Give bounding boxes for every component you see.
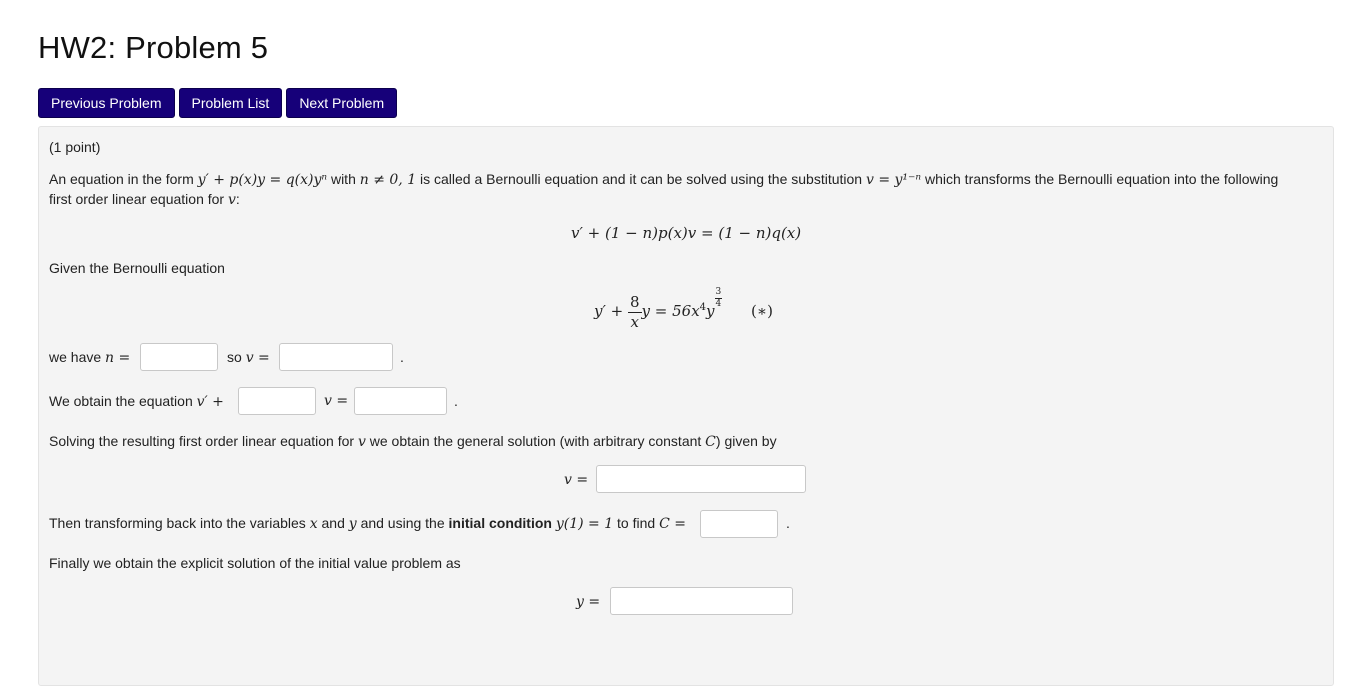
- intro-text-4: which transforms the Bernoulli equation into the following: [925, 171, 1279, 187]
- rhs-answer-input[interactable]: [354, 387, 447, 415]
- transform-label-3: to find: [617, 515, 656, 531]
- n-condition-math: n ≠ 0, 1: [359, 172, 417, 188]
- page-title: HW2: Problem 5: [38, 30, 269, 65]
- solving-label-1: Solving the resulting first order linear equation for: [49, 433, 355, 449]
- var-x-math: x: [309, 516, 318, 532]
- general-solution-input[interactable]: [596, 465, 806, 493]
- explicit-solution-input[interactable]: [610, 587, 793, 615]
- problem-panel: [38, 126, 1334, 686]
- transform-and: and: [321, 515, 345, 531]
- v-answer-input[interactable]: [279, 343, 393, 371]
- bern-y-exponent: [715, 288, 723, 309]
- obtain-equation-text: [49, 393, 224, 410]
- obtain-label: We obtain the equation: [49, 393, 193, 409]
- bern-y: y: [706, 302, 715, 320]
- linear-equation-math: v′ + (1 − n)p(x)v = (1 − n)q(x): [571, 224, 802, 242]
- previous-problem-button[interactable]: Previous Problem: [38, 88, 175, 118]
- we-have-label: we have: [49, 349, 102, 365]
- bern-x-exp: 4: [699, 302, 707, 313]
- constant-c-math: C: [705, 434, 716, 450]
- transform-label-1: Then transforming back into the variables: [49, 515, 306, 531]
- v-eq-math: v =: [245, 350, 270, 366]
- intro-text-2: with: [330, 171, 356, 187]
- bern-frac-den: x: [630, 312, 639, 331]
- var-y-math: y: [348, 516, 357, 532]
- so-label: so: [227, 349, 242, 365]
- so-v-text: [227, 349, 270, 366]
- problem-navigation: [38, 88, 397, 118]
- period-3: .: [786, 515, 790, 531]
- bernoulli-equation-math: [594, 288, 773, 330]
- period-1: .: [400, 349, 404, 365]
- finally-text: Finally we obtain the explicit solution of the initial value problem as: [49, 555, 461, 571]
- bern-mid: y = 56x: [641, 302, 700, 320]
- v-eq2-math: v =: [324, 393, 349, 409]
- n-answer-input[interactable]: [140, 343, 218, 371]
- y-eq-math: y =: [576, 594, 601, 610]
- next-problem-button[interactable]: Next Problem: [286, 88, 397, 118]
- initial-condition-math: y(1) = 1: [555, 516, 614, 532]
- intro-line2-text: first order linear equation for: [49, 191, 225, 207]
- period-2: .: [454, 393, 458, 409]
- initial-condition-label: initial condition: [448, 515, 552, 531]
- bernoulli-form-math: y′ + p(x)y = q(x)yⁿ: [197, 172, 328, 188]
- intro-text: [49, 171, 1278, 188]
- bern-lhs: y′ +: [594, 302, 624, 320]
- c-answer-input[interactable]: [700, 510, 778, 538]
- c-eq-math: C =: [659, 516, 686, 532]
- intro-text-3: is called a Bernoulli equation and it can be solved using the substitution: [420, 171, 863, 187]
- solving-label-3: ) given by: [715, 433, 777, 449]
- bern-y-exp-num: 3: [715, 287, 722, 297]
- substitution-math: v = y¹⁻ⁿ: [865, 172, 922, 188]
- solving-text: [49, 433, 777, 450]
- points-label: (1 point): [49, 139, 101, 155]
- bern-y-exp-den: 4: [715, 299, 722, 309]
- vprime-plus-math: v′ +: [196, 394, 224, 410]
- given-text: Given the Bernoulli equation: [49, 260, 225, 276]
- bern-frac-num: 8: [630, 292, 640, 311]
- transform-label-2: and using the: [360, 515, 445, 531]
- bern-fraction: [628, 292, 642, 331]
- solving-label-2: we obtain the general solution (with arbitrary constant: [369, 433, 702, 449]
- v-eq3-math: v =: [564, 472, 589, 488]
- we-have-text: [49, 349, 130, 366]
- solving-var-math: v: [357, 434, 366, 450]
- intro-text-1: An equation in the form: [49, 171, 194, 187]
- coefficient-answer-input[interactable]: [238, 387, 316, 415]
- problem-list-button[interactable]: Problem List: [179, 88, 283, 118]
- intro-text-line2: [49, 191, 240, 208]
- intro-colon: :: [235, 191, 240, 207]
- equation-star-label: (∗): [751, 302, 773, 320]
- transform-text: [49, 515, 686, 532]
- n-eq-math: n =: [105, 350, 131, 366]
- intro-var-math: v: [227, 192, 236, 208]
